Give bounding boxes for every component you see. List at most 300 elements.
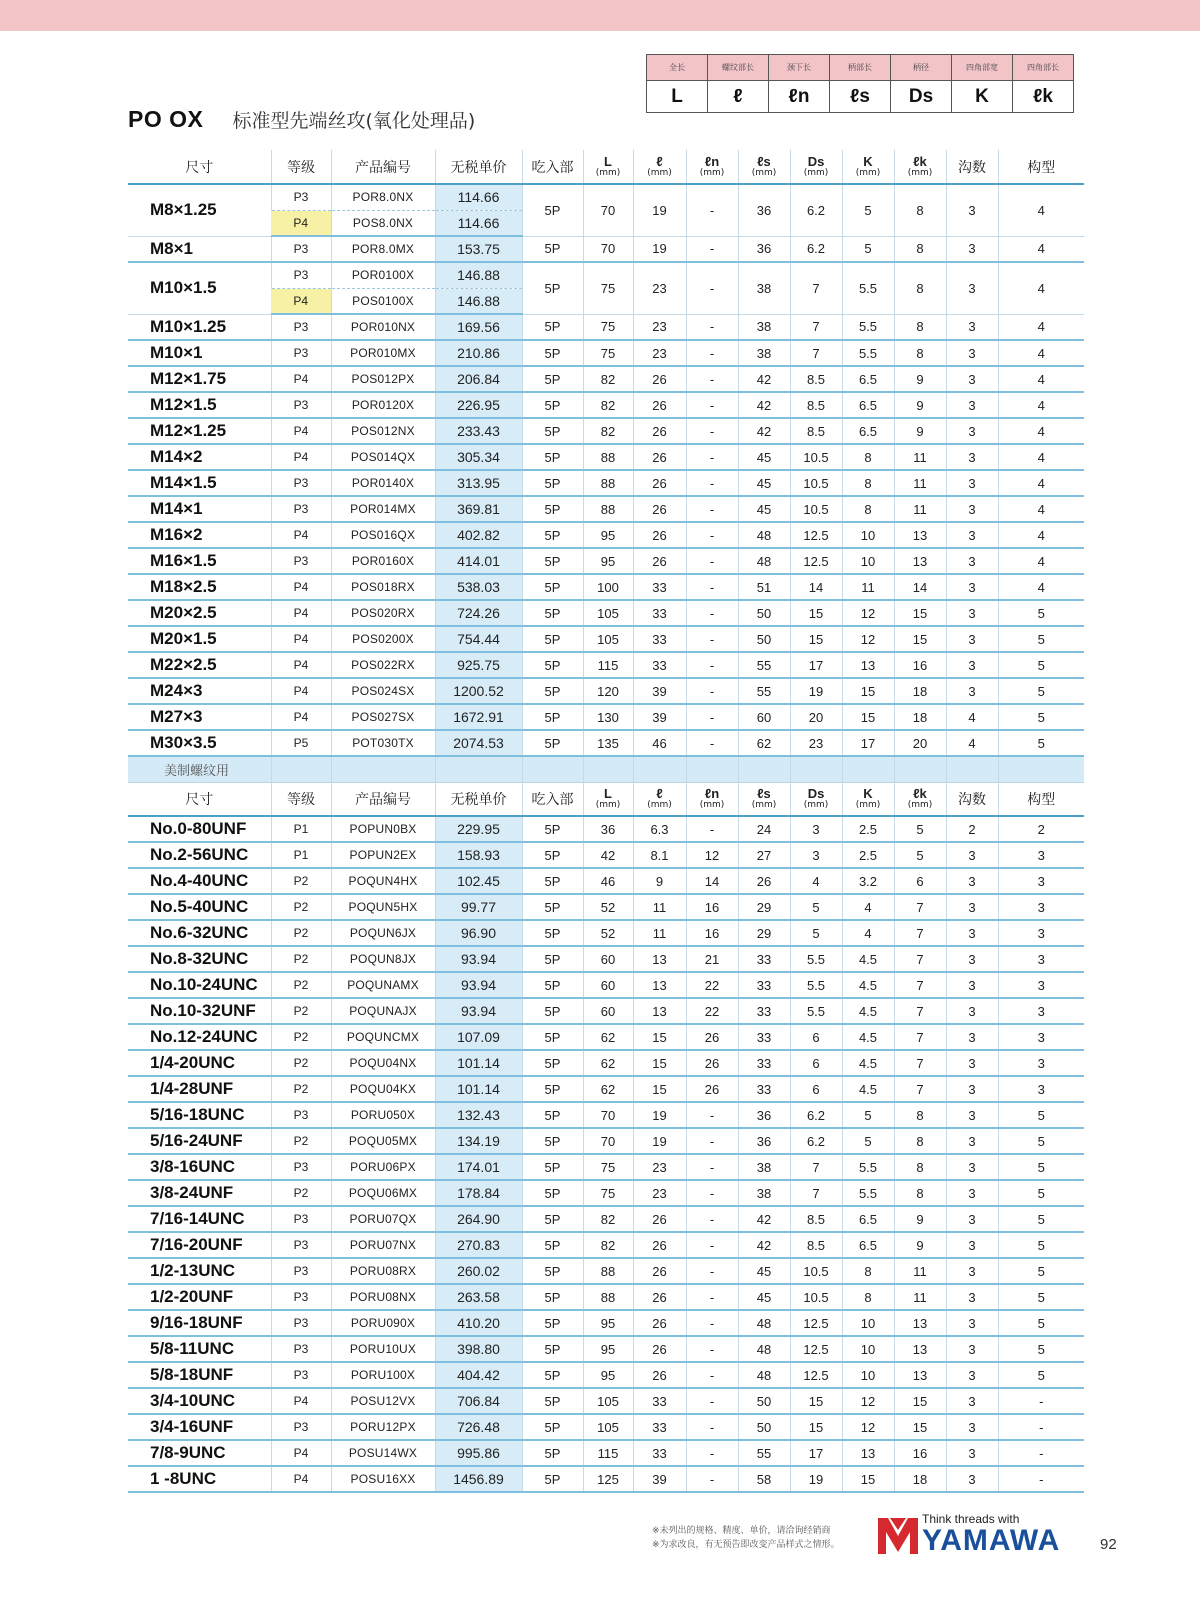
K-cell: 6.5 — [842, 392, 894, 418]
l-cell: 6.3 — [633, 816, 686, 842]
type-cell: 4 — [998, 574, 1084, 600]
type-cell: 3 — [998, 1050, 1084, 1076]
chamfer-cell: 5P — [522, 1024, 583, 1050]
product-code-cell: POS020RX — [331, 600, 435, 626]
K-cell: 4.5 — [842, 1076, 894, 1102]
lk-cell: 7 — [894, 998, 946, 1024]
K-cell: 5.5 — [842, 340, 894, 366]
price-cell: 206.84 — [435, 366, 522, 392]
ln-cell: 16 — [686, 894, 738, 920]
chamfer-cell: 5P — [522, 1050, 583, 1076]
size-cell: No.12-24UNC — [128, 1024, 271, 1050]
table-row — [128, 1310, 1084, 1336]
Ds-cell: 5.5 — [790, 998, 842, 1024]
ln-cell: - — [686, 340, 738, 366]
l-cell: 19 — [633, 1128, 686, 1154]
l-cell: 13 — [633, 998, 686, 1024]
chamfer-cell: 5P — [522, 574, 583, 600]
flutes-cell: 3 — [946, 496, 998, 522]
ls-cell: 62 — [738, 730, 790, 756]
ls-cell: 29 — [738, 894, 790, 920]
ln-cell: - — [686, 1466, 738, 1492]
chamfer-cell: 5P — [522, 600, 583, 626]
L-cell: 135 — [583, 730, 633, 756]
ln-cell: - — [686, 1362, 738, 1388]
l-cell: 15 — [633, 1024, 686, 1050]
grade-cell: P3 — [271, 314, 331, 340]
l-cell: 26 — [633, 1284, 686, 1310]
price-cell: 178.84 — [435, 1180, 522, 1206]
logo-tagline: Think threads with — [922, 1512, 1020, 1526]
header-unit: (mm) — [751, 168, 777, 178]
size-cell: 1/4-20UNC — [128, 1050, 271, 1076]
footer-note-2: ※为求改良，有无预告即改变产品样式之情形。 — [652, 1540, 840, 1550]
flutes-cell: 3 — [946, 652, 998, 678]
K-cell: 3.2 — [842, 868, 894, 894]
lk-cell: 7 — [894, 1076, 946, 1102]
flutes-cell: 2 — [946, 816, 998, 842]
header-symbol: Ds — [807, 154, 825, 169]
size-cell: 5/16-24UNF — [128, 1128, 271, 1154]
type-cell: 3 — [998, 894, 1084, 920]
header-unit: (mm) — [855, 168, 881, 178]
header-ds — [790, 782, 842, 816]
section-blank — [435, 756, 522, 782]
header-symbol: L — [604, 786, 612, 802]
size-cell: 3/4-16UNF — [128, 1414, 271, 1440]
K-cell: 12 — [842, 626, 894, 652]
chamfer-cell: 5P — [522, 894, 583, 920]
type-cell: 2 — [998, 816, 1084, 842]
table-header-row — [128, 150, 1084, 184]
size-cell: M14×2 — [128, 444, 271, 470]
ls-cell: 42 — [738, 418, 790, 444]
chamfer-cell: 5P — [522, 678, 583, 704]
price-cell: 414.01 — [435, 548, 522, 574]
l-cell: 26 — [633, 470, 686, 496]
price-cell: 925.75 — [435, 652, 522, 678]
product-code-cell: POSU16XX — [331, 1466, 435, 1492]
K-cell: 5.5 — [842, 262, 894, 314]
ln-cell: - — [686, 1284, 738, 1310]
price-cell: 101.14 — [435, 1050, 522, 1076]
Ds-cell: 5.5 — [790, 972, 842, 998]
flutes-cell: 3 — [946, 574, 998, 600]
Ds-cell: 10.5 — [790, 1284, 842, 1310]
ls-cell: 42 — [738, 1206, 790, 1232]
type-cell: 5 — [998, 1362, 1084, 1388]
lk-cell: 15 — [894, 600, 946, 626]
chamfer-cell: 5P — [522, 868, 583, 894]
table-row — [128, 1414, 1084, 1440]
K-cell: 5 — [842, 1128, 894, 1154]
L-cell: 70 — [583, 236, 633, 262]
size-cell: 3/8-24UNF — [128, 1180, 271, 1206]
chamfer-cell: 5P — [522, 262, 583, 314]
type-cell: - — [998, 1388, 1084, 1414]
Ds-cell: 8.5 — [790, 366, 842, 392]
grade-cell: P3 — [271, 1102, 331, 1128]
chamfer-cell: 5P — [522, 470, 583, 496]
l-cell: 23 — [633, 340, 686, 366]
product-code-cell: POS018RX — [331, 574, 435, 600]
legend-symbol: ℓk — [1013, 81, 1074, 113]
size-cell: 9/16-18UNF — [128, 1310, 271, 1336]
type-cell: 5 — [998, 704, 1084, 730]
section-blank — [946, 756, 998, 782]
ls-cell: 42 — [738, 366, 790, 392]
table-row — [128, 626, 1084, 652]
footer-notes — [652, 1524, 840, 1552]
Ds-cell: 5 — [790, 894, 842, 920]
ln-cell: - — [686, 1414, 738, 1440]
grade-cell: P2 — [271, 1050, 331, 1076]
footer-note-1: ※未列出的规格、精度、单价，请洽询经销商 — [652, 1526, 831, 1536]
flutes-cell: 3 — [946, 842, 998, 868]
K-cell: 4 — [842, 920, 894, 946]
flutes-cell: 3 — [946, 600, 998, 626]
l-cell: 26 — [633, 522, 686, 548]
ln-cell: - — [686, 184, 738, 236]
page-number: 92 — [1100, 1536, 1117, 1553]
K-cell: 4.5 — [842, 946, 894, 972]
header-unit: (mm) — [803, 168, 829, 178]
ln-cell: - — [686, 1128, 738, 1154]
Ds-cell: 12.5 — [790, 1336, 842, 1362]
Ds-cell: 15 — [790, 626, 842, 652]
lk-cell: 15 — [894, 1388, 946, 1414]
ln-cell: 21 — [686, 946, 738, 972]
chamfer-cell: 5P — [522, 1154, 583, 1180]
product-code-cell: POQUNAJX — [331, 998, 435, 1024]
product-code-cell: POR8.0NX — [331, 184, 435, 210]
Ds-cell: 7 — [790, 262, 842, 314]
ls-cell: 36 — [738, 184, 790, 236]
header-k — [842, 150, 894, 184]
lk-cell: 13 — [894, 522, 946, 548]
ls-cell: 38 — [738, 262, 790, 314]
table-row — [128, 704, 1084, 730]
flutes-cell: 3 — [946, 522, 998, 548]
price-cell: 263.58 — [435, 1284, 522, 1310]
L-cell: 95 — [583, 522, 633, 548]
chamfer-cell: 5P — [522, 366, 583, 392]
price-cell: 93.94 — [435, 972, 522, 998]
flutes-cell: 3 — [946, 444, 998, 470]
table-row — [128, 184, 1084, 210]
lk-cell: 11 — [894, 1258, 946, 1284]
product-code-cell: POS012NX — [331, 418, 435, 444]
size-cell: 3/8-16UNC — [128, 1154, 271, 1180]
grade-cell: P3 — [271, 1336, 331, 1362]
L-cell: 115 — [583, 652, 633, 678]
K-cell: 8 — [842, 496, 894, 522]
table-row — [128, 972, 1084, 998]
Ds-cell: 14 — [790, 574, 842, 600]
grade-cell: P4 — [271, 1466, 331, 1492]
Ds-cell: 6 — [790, 1024, 842, 1050]
chamfer-cell: 5P — [522, 626, 583, 652]
type-cell: 3 — [998, 998, 1084, 1024]
grade-cell: P3 — [271, 392, 331, 418]
ln-cell: - — [686, 366, 738, 392]
Ds-cell: 19 — [790, 678, 842, 704]
price-cell: 132.43 — [435, 1102, 522, 1128]
ln-cell: - — [686, 496, 738, 522]
product-code-cell: POQU05MX — [331, 1128, 435, 1154]
yamawa-logo — [876, 1514, 1076, 1558]
K-cell: 8 — [842, 1284, 894, 1310]
L-cell: 75 — [583, 1180, 633, 1206]
size-cell: 1/2-13UNC — [128, 1258, 271, 1284]
L-cell: 42 — [583, 842, 633, 868]
product-code-cell: POR0140X — [331, 470, 435, 496]
type-cell: 4 — [998, 262, 1084, 314]
grade-cell: P2 — [271, 920, 331, 946]
flutes-cell: 3 — [946, 1310, 998, 1336]
flutes-cell: 3 — [946, 946, 998, 972]
header-symbol: ℓs — [757, 786, 771, 802]
header-unit: (mm) — [647, 168, 672, 178]
header-ds — [790, 150, 842, 184]
price-cell: 99.77 — [435, 894, 522, 920]
l-cell: 26 — [633, 548, 686, 574]
size-cell: M10×1 — [128, 340, 271, 366]
product-code-cell: PORU07QX — [331, 1206, 435, 1232]
table-row — [128, 574, 1084, 600]
l-cell: 15 — [633, 1050, 686, 1076]
grade-cell: P4 — [271, 652, 331, 678]
ln-cell: 26 — [686, 1024, 738, 1050]
lk-cell: 5 — [894, 842, 946, 868]
type-cell: 4 — [998, 418, 1084, 444]
size-cell: M18×2.5 — [128, 574, 271, 600]
header-l — [583, 782, 633, 816]
K-cell: 13 — [842, 1440, 894, 1466]
ln-cell: - — [686, 1258, 738, 1284]
product-code-cell: PORU08NX — [331, 1284, 435, 1310]
lk-cell: 9 — [894, 1232, 946, 1258]
type-cell: - — [998, 1440, 1084, 1466]
price-cell: 260.02 — [435, 1258, 522, 1284]
product-code-cell: PORU090X — [331, 1310, 435, 1336]
header-code: 产品编号 — [331, 782, 435, 816]
price-cell: 226.95 — [435, 392, 522, 418]
lk-cell: 14 — [894, 574, 946, 600]
l-cell: 23 — [633, 262, 686, 314]
size-cell: No.4-40UNC — [128, 868, 271, 894]
ln-cell: - — [686, 522, 738, 548]
flutes-cell: 3 — [946, 340, 998, 366]
type-cell: 5 — [998, 1310, 1084, 1336]
logo-brand: YAMAWA — [922, 1524, 1061, 1557]
product-code-cell: PORU100X — [331, 1362, 435, 1388]
spec-table — [128, 150, 1084, 1493]
K-cell: 2.5 — [842, 816, 894, 842]
lk-cell: 13 — [894, 1336, 946, 1362]
L-cell: 75 — [583, 1154, 633, 1180]
price-cell: 233.43 — [435, 418, 522, 444]
ln-cell: - — [686, 1388, 738, 1414]
table-row — [128, 470, 1084, 496]
grade-cell: P4 — [271, 210, 331, 236]
flutes-cell: 3 — [946, 1180, 998, 1206]
header-unit: (mm) — [855, 800, 881, 811]
table-row — [128, 1284, 1084, 1310]
K-cell: 4.5 — [842, 1024, 894, 1050]
ln-cell: - — [686, 444, 738, 470]
K-cell: 17 — [842, 730, 894, 756]
table-row — [128, 418, 1084, 444]
price-cell: 724.26 — [435, 600, 522, 626]
ls-cell: 45 — [738, 470, 790, 496]
table-row — [128, 1024, 1084, 1050]
lk-cell: 7 — [894, 972, 946, 998]
product-code-cell: POR014MX — [331, 496, 435, 522]
chamfer-cell: 5P — [522, 1310, 583, 1336]
section-blank — [738, 756, 790, 782]
L-cell: 75 — [583, 340, 633, 366]
type-cell: 5 — [998, 730, 1084, 756]
grade-cell: P3 — [271, 548, 331, 574]
chamfer-cell: 5P — [522, 946, 583, 972]
price-cell: 410.20 — [435, 1310, 522, 1336]
product-code-cell: POS0100X — [331, 288, 435, 314]
size-cell: M8×1 — [128, 236, 271, 262]
grade-cell: P2 — [271, 1128, 331, 1154]
flutes-cell: 3 — [946, 1388, 998, 1414]
product-code-cell: POQU06MX — [331, 1180, 435, 1206]
l-cell: 33 — [633, 600, 686, 626]
price-cell: 146.88 — [435, 262, 522, 288]
flutes-cell: 3 — [946, 1128, 998, 1154]
chamfer-cell: 5P — [522, 1466, 583, 1492]
K-cell: 12 — [842, 1388, 894, 1414]
chamfer-cell: 5P — [522, 1258, 583, 1284]
size-cell: No.2-56UNC — [128, 842, 271, 868]
size-cell: M20×1.5 — [128, 626, 271, 652]
product-code-cell: PORU06PX — [331, 1154, 435, 1180]
ls-cell: 42 — [738, 392, 790, 418]
Ds-cell: 17 — [790, 1440, 842, 1466]
legend-label: 四角部长 — [1013, 55, 1074, 81]
L-cell: 105 — [583, 626, 633, 652]
table-row — [128, 920, 1084, 946]
chamfer-cell: 5P — [522, 1180, 583, 1206]
header-l — [583, 150, 633, 184]
l-cell: 11 — [633, 920, 686, 946]
lk-cell: 6 — [894, 868, 946, 894]
chamfer-cell: 5P — [522, 842, 583, 868]
price-cell: 114.66 — [435, 184, 522, 210]
flutes-cell: 3 — [946, 1466, 998, 1492]
product-code-cell: POQUN8JX — [331, 946, 435, 972]
ln-cell: - — [686, 1232, 738, 1258]
price-cell: 369.81 — [435, 496, 522, 522]
ln-cell: 22 — [686, 998, 738, 1024]
L-cell: 82 — [583, 392, 633, 418]
type-cell: 4 — [998, 496, 1084, 522]
l-cell: 26 — [633, 1258, 686, 1284]
Ds-cell: 6.2 — [790, 236, 842, 262]
product-code-cell: PORU08RX — [331, 1258, 435, 1284]
K-cell: 6.5 — [842, 366, 894, 392]
section-row — [128, 756, 1084, 782]
header-chamfer: 吃入部 — [522, 150, 583, 184]
type-cell: 5 — [998, 1154, 1084, 1180]
lk-cell: 16 — [894, 652, 946, 678]
flutes-cell: 3 — [946, 1258, 998, 1284]
table-row — [128, 678, 1084, 704]
K-cell: 2.5 — [842, 842, 894, 868]
legend-label: 螺纹部长 — [708, 55, 769, 81]
lk-cell: 8 — [894, 184, 946, 236]
l-cell: 26 — [633, 496, 686, 522]
product-code-cell: POQUN4HX — [331, 868, 435, 894]
price-cell: 270.83 — [435, 1232, 522, 1258]
flutes-cell: 4 — [946, 704, 998, 730]
ln-cell: - — [686, 1310, 738, 1336]
legend-label: 颈下长 — [769, 55, 830, 81]
table-header-row — [128, 782, 1084, 816]
flutes-cell: 3 — [946, 1284, 998, 1310]
ln-cell: - — [686, 816, 738, 842]
size-cell: 7/16-14UNC — [128, 1206, 271, 1232]
product-code-cell: POQUN6JX — [331, 920, 435, 946]
table-row — [128, 868, 1084, 894]
table-row — [128, 548, 1084, 574]
size-cell: M24×3 — [128, 678, 271, 704]
header-code: 产品编号 — [331, 150, 435, 184]
Ds-cell: 10.5 — [790, 444, 842, 470]
header-chamfer: 吃入部 — [522, 782, 583, 816]
l-cell: 15 — [633, 1076, 686, 1102]
price-cell: 134.19 — [435, 1128, 522, 1154]
price-cell: 93.94 — [435, 998, 522, 1024]
price-cell: 1672.91 — [435, 704, 522, 730]
ls-cell: 38 — [738, 314, 790, 340]
flutes-cell: 3 — [946, 1440, 998, 1466]
K-cell: 10 — [842, 1310, 894, 1336]
l-cell: 13 — [633, 972, 686, 998]
L-cell: 88 — [583, 1258, 633, 1284]
header-symbol: ℓs — [757, 154, 771, 169]
section-blank — [842, 756, 894, 782]
header-lk — [894, 782, 946, 816]
grade-cell: P3 — [271, 1258, 331, 1284]
grade-cell: P4 — [271, 288, 331, 314]
L-cell: 82 — [583, 366, 633, 392]
product-code-cell: PORU07NX — [331, 1232, 435, 1258]
ls-cell: 48 — [738, 1336, 790, 1362]
ls-cell: 45 — [738, 1258, 790, 1284]
ln-cell: - — [686, 1336, 738, 1362]
Ds-cell: 6 — [790, 1050, 842, 1076]
product-code-cell: POS016QX — [331, 522, 435, 548]
ls-cell: 48 — [738, 1310, 790, 1336]
l-cell: 46 — [633, 730, 686, 756]
lk-cell: 18 — [894, 704, 946, 730]
grade-cell: P4 — [271, 366, 331, 392]
l-cell: 13 — [633, 946, 686, 972]
grade-cell: P4 — [271, 1388, 331, 1414]
product-code-cell: POS0200X — [331, 626, 435, 652]
ls-cell: 60 — [738, 704, 790, 730]
grade-cell: P3 — [271, 184, 331, 210]
ls-cell: 38 — [738, 1180, 790, 1206]
product-code-cell: POPUN2EX — [331, 842, 435, 868]
L-cell: 70 — [583, 1102, 633, 1128]
